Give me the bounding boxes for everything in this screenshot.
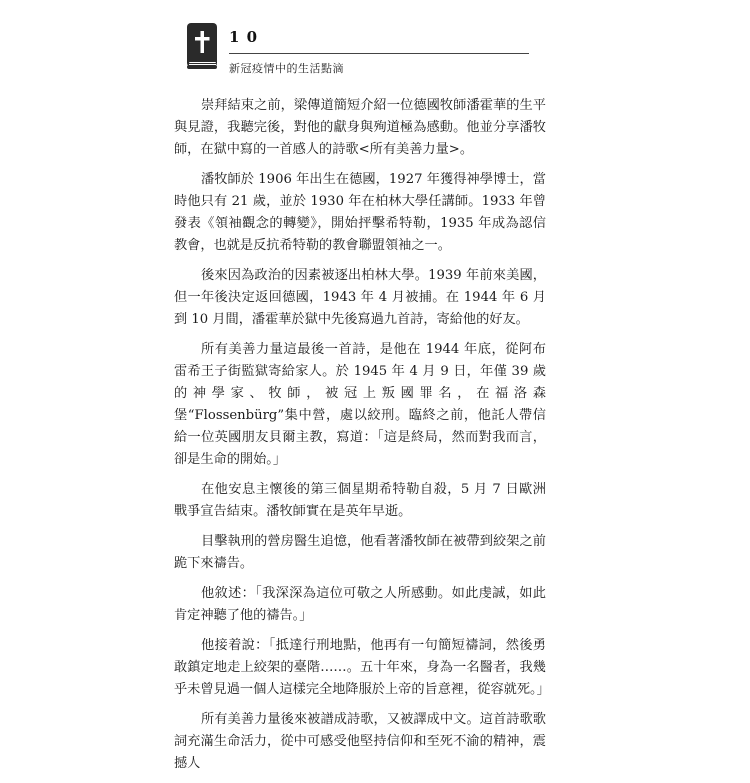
bible-cross-icon — [185, 22, 219, 70]
body-text — [174, 95, 550, 783]
paragraph-5: 在他安息主懷後的第三個星期希特勒自殺，5 月 7 日歐洲戰爭宣告結束。潘牧師實在是英年早逝。 — [174, 482, 546, 519]
paragraph-6: 目擊執刑的營房醫生追憶，他看著潘牧師在被帶到絞架之前跪下來禱告。 — [174, 534, 546, 571]
paragraph-1: 崇拜結束之前，梁傳道簡短介紹一位德國牧師潘霍華的生平與見證，我聽完後，對他的獻身與殉道極為感動。他並分享潘牧師，在獄中寫的一首感人的詩歌<所有美善力量>。 — [174, 98, 546, 157]
running-title: 新冠疫情中的生活點滴 — [229, 62, 344, 75]
page-header — [185, 22, 530, 78]
header-divider — [229, 53, 529, 54]
paragraph-7: 他敘述：「我深深為這位可敬之人所感動。如此虔誠，如此肯定神聽了他的禱告。」 — [174, 586, 546, 623]
paragraph-9: 所有美善力量後來被譜成詩歌，又被譯成中文。這首詩歌歌詞充滿生命活力，從中可感受他堅持信仰和至死不渝的精神，震撼人 — [174, 712, 546, 771]
paragraph-3: 後來因為政治的因素被逐出柏林大學。1939 年前來美國，但一年後決定返回德國，1943 年 4 月被捕。在 1944 年 6 月到 10 月間，潘霍華於獄中先後寫過九首詩，寄給他的好友。 — [174, 268, 546, 327]
paragraph-4: 所有美善力量這最後一首詩，是他在 1944 年底，從阿布雷希王子街監獄寄給家人。於 1945 年 4 月 9 日，年僅 39 歲的神學家、牧師，被冠上叛國罪名，在福洛森堡“Flossenbürg”集中營，處以絞刑。臨終之前，他託人帶信給一位英國朋友貝爾主教，寫道：「這是終局，然而對我而言，卻是生命的開始。」 — [174, 342, 546, 467]
page-number: 1 0 — [229, 28, 259, 46]
paragraph-2: 潘牧師於 1906 年出生在德國，1927 年獲得神學博士，當時他只有 21 歲，並於 1930 年在柏林大學任講師。1933 年曾發表《領袖觀念的轉變》，開始抨擊希特勒，1935 年成為認信教會，也就是反抗希特勒的教會聯盟領袖之一。 — [174, 172, 546, 253]
paragraph-8: 他接着說：「抵達行刑地點，他再有一句簡短禱詞，然後勇敢鎮定地走上絞架的臺階……。五十年來，身為一名醫者，我幾乎未曾見過一個人這樣完全地降服於上帝的旨意裡，從容就死。」 — [174, 638, 550, 697]
